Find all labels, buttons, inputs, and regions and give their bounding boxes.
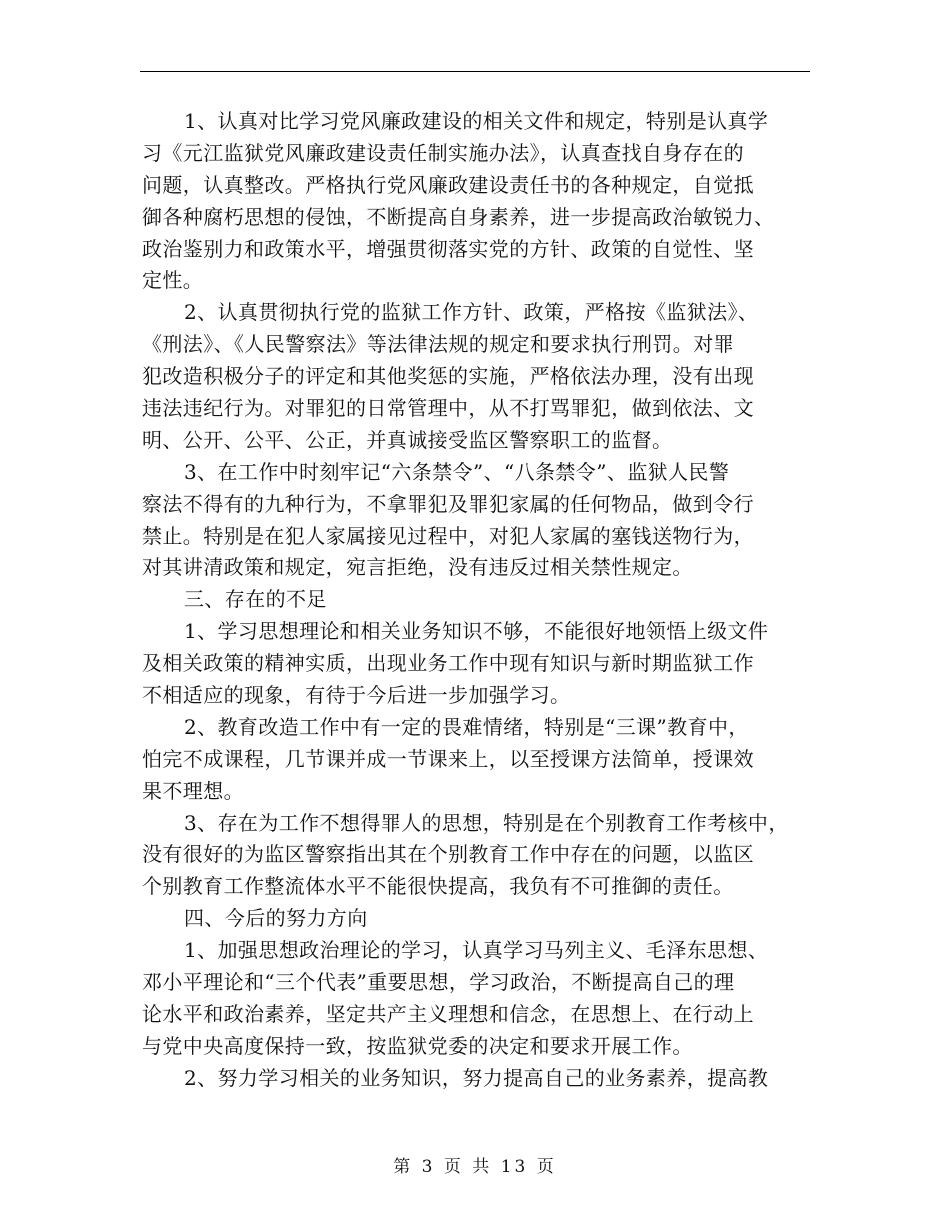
text-line: 1、加强思想政治理论的学习，认真学习马列主义、毛泽东思想、 bbox=[184, 938, 769, 963]
text-line: 政治鉴别力和政策水平，增强贯彻落实党的方针、政策的自觉性、坚 bbox=[142, 236, 754, 261]
text-line: 个别教育工作整流体水平不能很快提高，我负有不可推御的责任。 bbox=[142, 874, 734, 899]
text-line: 对其讲清政策和规定，宛言拒绝，没有违反过相关禁性规定。 bbox=[142, 555, 693, 580]
header-rule bbox=[140, 71, 810, 72]
text-line: 果不理想。 bbox=[142, 778, 244, 803]
text-line: 定性。 bbox=[142, 268, 204, 293]
text-line: 论水平和政治素养，坚定共产主义理想和信念，在思想上、在行动上 bbox=[142, 1001, 754, 1026]
text-line: 1、学习思想理论和相关业务知识不够，不能很好地领悟上级文件 bbox=[184, 619, 769, 644]
text-line: 邓小平理论和“三个代表”重要思想，学习政治，不断提高自己的理 bbox=[142, 970, 735, 995]
text-line: 与党中央高度保持一致，按监狱党委的决定和要求开展工作。 bbox=[142, 1033, 693, 1058]
text-line: 察法不得有的九种行为，不拿罪犯及罪犯家属的任何物品，做到令行 bbox=[142, 491, 754, 516]
text-line: 犯改造积极分子的评定和其他奖惩的实施，严格依法办理，没有出现 bbox=[142, 364, 754, 389]
body-text bbox=[142, 106, 814, 1095]
text-line: 2、教育改造工作中有一定的畏难情绪，特别是“三课”教育中， bbox=[184, 714, 749, 739]
text-line: 违法违纪行为。对罪犯的日常管理中，从不打骂罪犯，做到依法、文 bbox=[142, 396, 754, 421]
text-line: 3、在工作中时刻牢记“六条禁令”、“八条禁令”、监狱人民警 bbox=[184, 459, 730, 484]
text-line: 问题，认真整改。严格执行党风廉政建设责任书的各种规定，自觉抵 bbox=[142, 172, 754, 197]
text-line: 四、今后的努力方向 bbox=[184, 906, 368, 931]
text-line: 1、认真对比学习党风廉政建设的相关文件和规定，特别是认真学 bbox=[184, 109, 769, 133]
text-line: 没有很好的为监区警察指出其在个别教育工作中存在的问题，以监区 bbox=[142, 842, 754, 867]
text-line: 习《元江监狱党风廉政建设责任制实施办法》，认真查找自身存在的 bbox=[142, 140, 744, 165]
text-line: 禁止。特别是在犯人家属接见过程中，对犯人家属的塞钱送物行为， bbox=[142, 523, 754, 548]
text-line: 2、认真贯彻执行党的监狱工作方针、政策，严格按《监狱法》、 bbox=[184, 300, 759, 325]
text-line: 御各种腐朽思想的侵蚀，不断提高自身素养，进一步提高政治敏锐力、 bbox=[142, 204, 775, 229]
text-line: 2、努力学习相关的业务知识，努力提高自己的业务素养，提高教 bbox=[184, 1065, 769, 1090]
text-line: 怕完不成课程，几节课并成一节课来上，以至授课方法简单，授课效 bbox=[142, 746, 754, 771]
text-line: 明、公开、公平、公正，并真诚接受监区警察职工的监督。 bbox=[142, 427, 673, 452]
page-footer: 第 3 页 共 13 页 bbox=[393, 1157, 557, 1177]
text-line: 《刑法》、《人民警察法》等法律法规的规定和要求执行刑罚。对罪 bbox=[142, 332, 734, 357]
text-line: 不相适应的现象，有待于今后进一步加强学习。 bbox=[142, 683, 571, 708]
text-line: 及相关政策的精神实质，出现业务工作中现有知识与新时期监狱工作 bbox=[142, 651, 754, 676]
text-line: 三、存在的不足 bbox=[184, 587, 327, 612]
text-line: 3、存在为工作不想得罪人的思想，特别是在个别教育工作考核中， bbox=[184, 810, 789, 835]
